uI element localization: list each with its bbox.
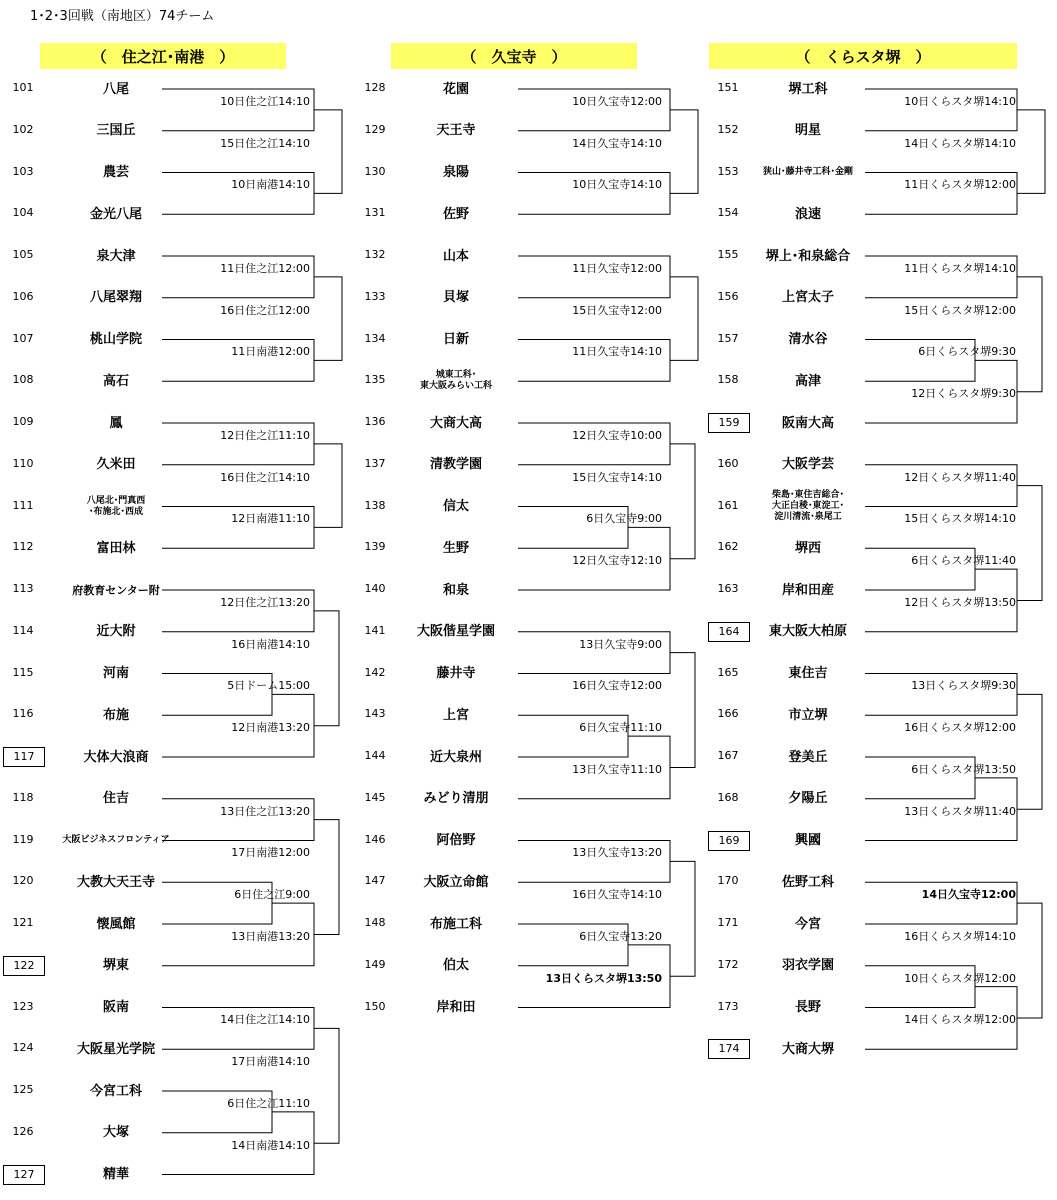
- team-number: 151: [717, 81, 739, 94]
- team-number: 164: [708, 622, 750, 642]
- team-number: 129: [364, 122, 386, 136]
- match-label: 10日くらスタ堺12:00: [904, 971, 1016, 985]
- match-label: 10日久宝寺14:10: [572, 178, 662, 192]
- team-name: 懐風館: [96, 916, 136, 932]
- team-number: 156: [717, 289, 739, 303]
- team-number: 144: [364, 749, 386, 762]
- match-label: 13日久宝寺11:10: [572, 762, 662, 776]
- team-name: 桃山学院: [89, 332, 142, 347]
- match-label: 12日久宝寺10:00: [572, 428, 662, 442]
- team-number: 168: [717, 790, 739, 804]
- team-number: 123: [12, 999, 34, 1013]
- team-name: 和泉: [442, 582, 469, 598]
- team-number: 111: [12, 498, 34, 512]
- team-name: 近大附: [96, 624, 136, 640]
- match-label: 15日くらスタ堺14:10: [904, 512, 1016, 526]
- match-label: 6日くらスタ堺13:50: [911, 762, 1016, 776]
- match-label: 12日くらスタ堺11:40: [904, 470, 1016, 484]
- team-name: 東住吉: [788, 666, 828, 681]
- match-label: 15日久宝寺12:00: [572, 303, 662, 317]
- team-number: 152: [717, 122, 739, 136]
- team-number: 142: [364, 665, 386, 679]
- team-number: 134: [364, 331, 386, 345]
- match-label: 15日住之江14:10: [220, 136, 310, 150]
- team-number: 160: [717, 456, 739, 470]
- match-label: 12日住之江11:10: [220, 428, 310, 442]
- team-name: 佐野工科: [781, 874, 834, 890]
- team-number: 157: [717, 331, 739, 345]
- match-label: 6日くらスタ堺9:30: [918, 345, 1016, 359]
- team-name: 大阪学芸: [781, 457, 834, 473]
- team-number: 125: [12, 1083, 34, 1096]
- match-label: 6日久宝寺11:10: [579, 721, 662, 735]
- team-name: 大体大浪商: [83, 749, 149, 765]
- team-number: 147: [364, 874, 386, 888]
- team-number: 172: [717, 957, 739, 971]
- team-number: 163: [717, 582, 739, 595]
- team-number: 113: [12, 582, 34, 595]
- team-name: 羽衣学園: [781, 958, 834, 974]
- team-number: 161: [717, 498, 739, 512]
- team-name: 上宮: [442, 707, 469, 723]
- column-header: （ くらスタ堺 ）: [709, 43, 1017, 69]
- match-label: 16日くらスタ堺12:00: [904, 721, 1016, 735]
- bracket-line: [1017, 486, 1042, 601]
- team-number: 127: [3, 1165, 45, 1185]
- match-label: 11日くらスタ堺12:00: [904, 178, 1016, 192]
- match-label: 13日南港13:20: [231, 929, 310, 943]
- match-label: 10日くらスタ堺14:10: [904, 94, 1016, 108]
- team-number: 148: [364, 916, 386, 929]
- team-name: 大阪立命館: [423, 874, 489, 890]
- team-name: 城東工科･ 東大阪みらい工科: [419, 370, 492, 392]
- match-label: 6日くらスタ堺11:40: [911, 554, 1016, 568]
- team-name: 大阪ビジネスフロンティア: [62, 835, 170, 845]
- team-number: 112: [12, 540, 34, 554]
- team-number: 174: [708, 1039, 750, 1059]
- team-number: 169: [708, 831, 750, 851]
- match-label: 12日くらスタ堺9:30: [911, 387, 1016, 401]
- team-name: 大塚: [102, 1125, 129, 1141]
- team-number: 116: [12, 707, 34, 721]
- team-number: 131: [364, 206, 386, 220]
- team-name: 清教学園: [429, 457, 482, 473]
- team-name: 泉陽: [442, 165, 469, 180]
- team-number: 107: [12, 331, 34, 345]
- team-number: 162: [717, 540, 739, 554]
- match-label: 16日久宝寺14:10: [572, 888, 662, 902]
- bracket-line: [314, 1028, 339, 1143]
- team-name: 花園: [442, 81, 469, 97]
- match-label: 6日住之江11:10: [227, 1096, 310, 1110]
- team-name: 府教育センター附: [72, 583, 160, 597]
- team-name: 狭山･藤井寺工科･金剛: [762, 167, 853, 177]
- team-name: 日新: [442, 332, 469, 347]
- team-name: 大阪星光学院: [76, 1041, 155, 1057]
- team-name: みどり清朋: [423, 791, 489, 807]
- team-name: 生野: [442, 540, 469, 556]
- team-name: 八尾翠翔: [89, 290, 142, 306]
- team-number: 155: [717, 248, 739, 261]
- match-label: 11日南港12:00: [231, 345, 310, 359]
- match-label: 16日久宝寺12:00: [572, 679, 662, 693]
- match-label: 17日南港14:10: [231, 1055, 310, 1069]
- match-label: 13日くらスタ堺11:40: [904, 804, 1016, 818]
- team-name: 岸和田産: [781, 582, 834, 598]
- team-number: 117: [3, 747, 45, 767]
- team-number: 118: [12, 790, 34, 804]
- team-number: 154: [717, 206, 739, 220]
- team-name: 大教大天王寺: [76, 874, 155, 890]
- match-label: 11日久宝寺14:10: [572, 345, 662, 359]
- bracket-line: [1017, 277, 1042, 392]
- match-label: 12日南港13:20: [231, 721, 310, 735]
- team-name: 布施: [102, 707, 129, 723]
- team-name: 阿倍野: [436, 833, 476, 848]
- team-number: 104: [12, 206, 34, 220]
- team-name: 山本: [442, 248, 469, 264]
- match-label: 13日くらスタ堺9:30: [911, 679, 1016, 693]
- team-name: 河南: [102, 666, 129, 681]
- bracket-line: [314, 820, 339, 935]
- team-name: 興國: [794, 833, 821, 848]
- team-number: 130: [364, 164, 386, 178]
- match-label: 6日久宝寺13:20: [579, 929, 662, 943]
- match-label: 11日住之江12:00: [220, 261, 310, 275]
- team-name: 信太: [442, 499, 469, 514]
- team-number: 141: [364, 623, 386, 637]
- team-name: 高石: [102, 373, 129, 389]
- match-label: 11日久宝寺12:00: [572, 261, 662, 275]
- team-name: 市立堺: [788, 707, 828, 723]
- bracket-line: [670, 861, 695, 976]
- team-number: 103: [12, 164, 34, 178]
- match-label: 14日久宝寺14:10: [572, 136, 662, 150]
- team-name: 布施工科: [429, 916, 482, 932]
- team-number: 128: [364, 81, 386, 94]
- team-number: 170: [717, 874, 739, 888]
- team-name: 八尾北･門真西 ･布施北･西成: [86, 495, 146, 517]
- team-name: 精華: [102, 1167, 129, 1182]
- team-name: 上宮太子: [781, 290, 834, 306]
- team-number: 139: [364, 540, 386, 554]
- team-name: 堺工科: [788, 81, 828, 97]
- team-number: 110: [12, 456, 34, 470]
- match-label: 6日住之江9:00: [234, 888, 310, 902]
- match-label: 12日くらスタ堺13:50: [904, 595, 1016, 609]
- team-number: 114: [12, 623, 34, 637]
- bracket-line: [1017, 694, 1042, 809]
- team-number: 153: [717, 164, 739, 178]
- team-number: 150: [364, 999, 386, 1013]
- team-name: 藤井寺: [436, 666, 476, 681]
- team-name: 登美丘: [788, 749, 828, 765]
- team-number: 167: [717, 749, 739, 762]
- bracket-line: [314, 444, 342, 528]
- team-name: 堺西: [794, 540, 821, 556]
- team-number: 138: [364, 498, 386, 512]
- match-label: 15日久宝寺14:10: [572, 470, 662, 484]
- team-number: 106: [12, 289, 34, 303]
- bracket-line: [670, 110, 698, 194]
- team-number: 135: [364, 373, 386, 387]
- match-label: 12日南港11:10: [231, 512, 310, 526]
- match-label: 15日くらスタ堺12:00: [904, 303, 1016, 317]
- match-label: 14日久宝寺12:00: [921, 888, 1016, 902]
- team-name: 大商大堺: [781, 1041, 834, 1057]
- team-name: 堺上･和泉総合: [765, 248, 851, 264]
- team-name: 住吉: [102, 791, 129, 807]
- team-number: 137: [364, 456, 386, 470]
- team-name: 東大阪大柏原: [768, 624, 847, 640]
- team-name: 佐野: [442, 206, 469, 222]
- team-number: 102: [12, 122, 34, 136]
- team-name: 今宮: [794, 916, 821, 932]
- bracket-line: [670, 444, 695, 559]
- match-label: 16日くらスタ堺14:10: [904, 929, 1016, 943]
- team-name: 浪速: [794, 206, 821, 222]
- team-name: 柴島･東住吉総合･ 大正白稜･東淀工･ 淀川清流･泉尾工: [771, 490, 844, 522]
- bracket-line: [314, 277, 342, 361]
- match-label: 10日久宝寺12:00: [572, 94, 662, 108]
- match-label: 10日住之江14:10: [220, 94, 310, 108]
- match-label: 14日くらスタ堺14:10: [904, 136, 1016, 150]
- team-name: 富田林: [96, 540, 136, 556]
- team-name: 金光八尾: [89, 206, 142, 222]
- team-number: 101: [12, 81, 34, 94]
- match-label: 11日くらスタ堺14:10: [904, 261, 1016, 275]
- team-name: 近大泉州: [429, 749, 482, 765]
- page-title: 1･2･3回戦（南地区）74チーム: [30, 9, 215, 24]
- team-number: 145: [364, 790, 386, 804]
- team-number: 115: [12, 665, 34, 679]
- match-label: 14日くらスタ堺12:00: [904, 1013, 1016, 1027]
- team-name: 三国丘: [96, 123, 136, 139]
- team-number: 120: [12, 874, 34, 888]
- team-number: 140: [364, 582, 386, 595]
- match-label: 10日南港14:10: [231, 178, 310, 192]
- bracket-line: [670, 277, 698, 361]
- team-name: 阪南大高: [781, 415, 834, 431]
- team-number: 143: [364, 707, 386, 721]
- team-number: 109: [12, 415, 34, 428]
- team-number: 171: [717, 916, 739, 929]
- team-name: 清水谷: [788, 332, 828, 347]
- match-label: 14日住之江14:10: [220, 1013, 310, 1027]
- team-name: 貝塚: [442, 290, 469, 306]
- team-name: 岸和田: [436, 1000, 476, 1015]
- team-name: 八尾: [102, 81, 129, 97]
- column-header: （ 住之江･南港 ）: [40, 43, 286, 69]
- team-name: 阪南: [102, 1000, 129, 1015]
- team-name: 高津: [794, 373, 821, 389]
- team-name: 泉大津: [96, 248, 136, 264]
- team-number: 105: [12, 248, 34, 261]
- team-number: 121: [12, 916, 34, 929]
- match-label: 12日住之江13:20: [220, 595, 310, 609]
- team-number: 166: [717, 707, 739, 721]
- team-number: 122: [3, 956, 45, 976]
- match-label: 14日南港14:10: [231, 1138, 310, 1152]
- bracket-line: [314, 611, 339, 726]
- match-label: 12日久宝寺12:10: [572, 554, 662, 568]
- match-label: 16日南港14:10: [231, 637, 310, 651]
- team-name: 長野: [794, 1000, 821, 1015]
- team-number: 124: [12, 1041, 34, 1055]
- match-label: 17日南港12:00: [231, 846, 310, 860]
- match-label: 13日久宝寺9:00: [579, 637, 662, 651]
- team-name: 夕陽丘: [788, 791, 828, 807]
- column-header: （ 久宝寺 ）: [391, 43, 637, 69]
- team-number: 159: [708, 413, 750, 433]
- team-number: 119: [12, 832, 34, 846]
- bracket-line: [314, 110, 342, 194]
- team-number: 126: [12, 1124, 34, 1138]
- team-name: 伯太: [442, 958, 469, 974]
- match-label: 16日住之江14:10: [220, 470, 310, 484]
- team-name: 天王寺: [436, 123, 476, 139]
- team-number: 133: [364, 289, 386, 303]
- team-number: 108: [12, 373, 34, 387]
- team-name: 堺東: [102, 958, 129, 974]
- match-label: 13日久宝寺13:20: [572, 846, 662, 860]
- team-number: 158: [717, 373, 739, 387]
- team-number: 173: [717, 999, 739, 1013]
- team-number: 165: [717, 665, 739, 679]
- bracket-line: [670, 653, 695, 768]
- team-number: 132: [364, 248, 386, 261]
- team-name: 久米田: [96, 457, 136, 473]
- team-name: 大阪偕星学園: [416, 624, 495, 640]
- team-name: 今宮工科: [89, 1083, 142, 1099]
- match-label: 13日住之江13:20: [220, 804, 310, 818]
- match-label: 16日住之江12:00: [220, 303, 310, 317]
- team-number: 149: [364, 957, 386, 971]
- team-number: 136: [364, 415, 386, 428]
- match-label: 13日くらスタ堺13:50: [545, 971, 662, 985]
- bracket-line: [1017, 110, 1045, 194]
- team-number: 146: [364, 832, 386, 846]
- match-label: 5日ドーム15:00: [227, 679, 310, 693]
- team-name: 鳳: [109, 415, 123, 431]
- bracket-line: [1017, 903, 1042, 1018]
- team-name: 明星: [794, 123, 821, 139]
- team-name: 農芸: [102, 165, 129, 180]
- match-label: 6日久宝寺9:00: [586, 512, 662, 526]
- team-name: 大商大高: [429, 415, 482, 431]
